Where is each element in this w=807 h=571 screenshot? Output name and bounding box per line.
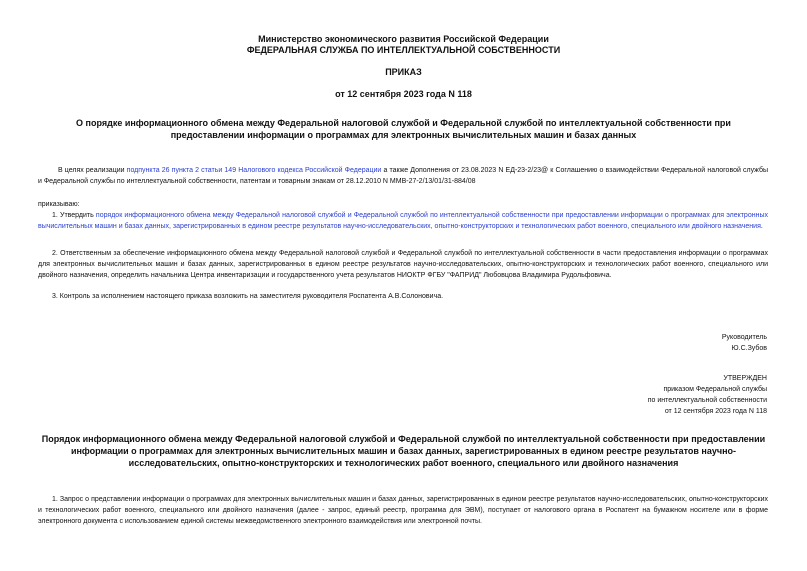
document-title: О порядке информационного обмена между Федеральной налоговой службой и Федеральной службой по интеллектуальной собственности при предоставлении информации о программах для электронных вычислительных машин и базах данных (76, 118, 731, 140)
ministry-heading: Министерство экономического развития Российской Федерации (258, 34, 549, 44)
item-2-paragraph: 2. Ответственным за обеспечение информационного обмена между Федеральной налоговой службой и Федеральной службой по интеллектуальной собственности в части предоставления информации о программах для электронных вычислительных машин и базах данных, зарегистрированных в едином реестре результатов научно-исследовательских, опытно-конструкторских и технологических работ военного, специального или двойного назначения, определить начальника Центра инвентаризации и государственного учета результатов НИОКТР ФГБУ "ФАПРИД" Любовцова Владимира Рудольфовича. (38, 250, 768, 279)
order-date: от 12 сентября 2023 года N 118 (335, 89, 472, 99)
item-3-paragraph: 3. Контроль за исполнением настоящего приказа возложить на заместителя руководителя Роспатента А.В.Солоновича. (52, 293, 444, 300)
procedure-item-1-paragraph: 1. Запрос о представлении информации о программах для электронных вычислительных машин и базах данных, зарегистрированных в едином реестре результатов научно-исследовательских, опытно-конструкторских и технологических работ военного, специального или двойного назначения (далее - запрос, единый реестр, программа для ЭВМ), поступает от налогового органа в Роспатент на бумажном носителе или в форме электронного документа с использованием единой системы межведомственного электронного взаимодействия или электронной почты. (38, 496, 768, 525)
approved-line-1: приказом Федеральной службы (663, 386, 767, 393)
approved-line-2: по интеллектуальной собственности (647, 397, 767, 404)
intro-paragraph (38, 165, 768, 187)
service-heading: ФЕДЕРАЛЬНАЯ СЛУЖБА ПО ИНТЕЛЛЕКТУАЛЬНОЙ СОБСТВЕННОСТИ (246, 45, 561, 55)
signature-name: Ю.С.Зубов (731, 345, 767, 352)
prikazyvayu-label: приказываю: (38, 201, 80, 208)
item-1-paragraph (38, 210, 768, 232)
signature-role: Руководитель (721, 334, 767, 341)
procedure-link[interactable]: порядок информационного обмена между Федеральной налоговой службой и Федеральной службой по интеллектуальной собственности при предоставлении информации о программах для электронных вычислительных машин и базах данных, зарегистрированных в едином реестре результатов научно-исследовательских, опытно-конструкторских и технологических работ военного, специального или двойного назначения (38, 212, 768, 230)
procedure-title: Порядок информационного обмена между Федеральной налоговой службой и Федеральной службой по интеллектуальной собственности при предоставлении информации о программах для электронных вычислительных машин и базах данных, зарегистрированных в едином реестре результатов научно-исследовательских, опытно-конструкторских и технологических работ военного, специального или двойного назначения (41, 434, 766, 468)
approved-line-3: от 12 сентября 2023 года N 118 (664, 408, 767, 415)
item-1-prefix: 1. Утвердить (52, 212, 96, 219)
intro-prefix: В целях реализации (58, 167, 127, 174)
item-1-suffix: . (760, 223, 763, 230)
tax-code-link[interactable]: подпункта 26 пункта 2 статьи 149 Налогового кодекса Российской Федерации (126, 167, 382, 174)
approved-label: УТВЕРЖДЕН (723, 375, 767, 382)
order-heading: ПРИКАЗ (385, 67, 422, 77)
intro-suffix: а также Дополнения от 23.08.2023 N ЕД-23-2/23@ к Соглашению о взаимодействии Федеральной налоговой службы и Федеральной службы по интеллектуальной собственности, патентам и товарным знакам от 28.12.2010 N ММВ-27-2/13/01/31-884/08 (38, 167, 768, 185)
